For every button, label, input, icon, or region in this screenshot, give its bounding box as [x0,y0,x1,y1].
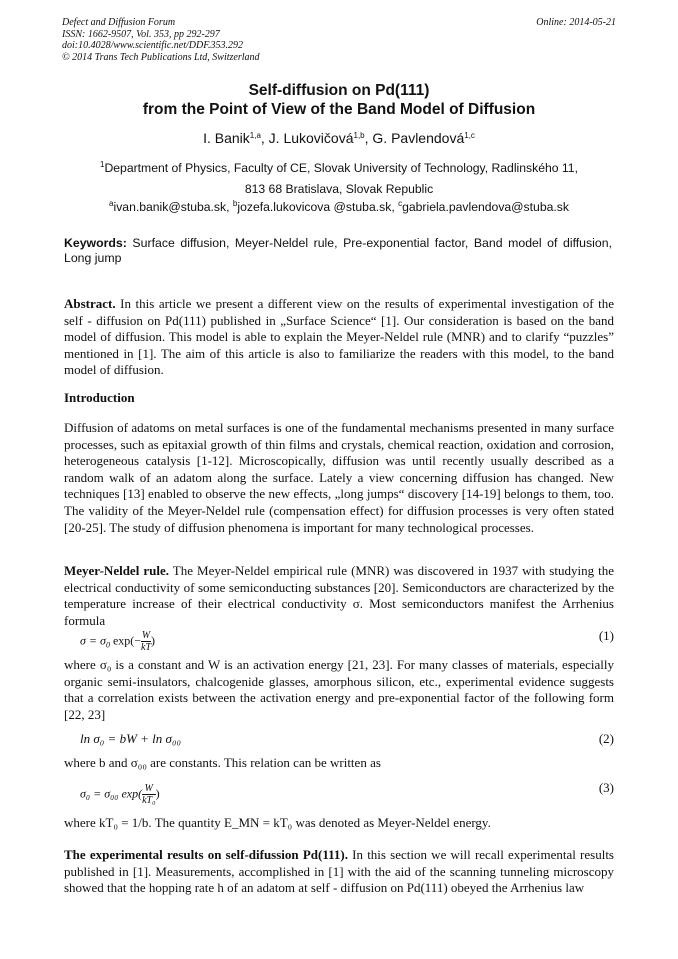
email-b[interactable]: jozefa.lukovicova @stuba.sk, [237,200,399,214]
online-date: Online: 2014-05-21 [536,17,616,28]
eq1-exp: exp(− [109,633,142,648]
author-1-sup: 1,a [249,131,261,140]
keywords-label: Keywords: [64,236,127,250]
meyer-neldel-paragraph [64,563,614,629]
eq3-numerator: W [144,783,154,794]
paper-title [0,81,678,119]
after-equation-3: where kT₀ = 1/b. The quantity E_MN = kT₀ was denoted as Meyer-Neldel energy. [64,815,491,830]
equation-2 [80,731,614,749]
title-line-1: Self-diffusion on Pd(111) [248,82,430,99]
eq2-number: (2) [598,731,614,746]
author-3-sup: 1,c [464,131,475,140]
exp-results-label: The experimental results on self-difussion Pd(111). [64,847,348,862]
mnr-label: Meyer-Neldel rule. [64,563,169,578]
eq1-lhs: σ = σ [80,633,106,648]
eq3-close: ) [155,786,160,801]
author-emails [0,200,678,214]
affiliation-line-1: Department of Physics, Faculty of CE, Slovak University of Technology, Radlinského 11, [104,161,578,175]
eq1-numerator: W [141,630,151,641]
after-equation-1: where σ₀ is a constant and W is an activation energy [21, 23]. For many classes of materials, especially organic semi-insulators, chalcogenide glasses, amorphous silicon, etc., experimental evidence suggests that a correlation exists between the activation energy and pre-exponential factor of the following form [22, 23] [64,657,614,722]
author-1: I. Banik [203,130,250,146]
email-a-sup: a [109,199,114,208]
page-header [62,17,616,63]
abstract-label: Abstract. [64,296,116,311]
eq3-lhs: σ₀ = σ₀₀ exp( [80,786,143,801]
issn-line: ISSN: 1662-9507, Vol. 353, pp 292-297 [62,28,220,40]
exp-results-text: In this section we will recall experimental results published in [1]. Measurements, accomplished in [1] with the aid of the scanning tunneling microscopy showed that the hopping rate h of an adatom at self - diffusion on Pd(111) obeyed the Arrhenius law [64,847,614,896]
equation-1 [80,623,614,651]
author-2-sup: 1,b [353,131,365,140]
after-equation-2: where b and σ₀₀ are constants. This relation can be written as [64,755,381,770]
equation-3 [80,776,614,806]
abstract-text: In this article we present a different view on the results of experimental investigation of the self - diffusion on Pd(111) published in „Surface Science“ [1]. Our consideration is based on the band model of diffusion. This model is able to explain the Meyer-Neldel rule (MNR) and to clarify “puzzles” mentioned in [1]. The aim of this article is also to familiarize the readers with this model, to the band model of diffusion. [64,296,614,378]
eq1-denominator: kT [141,642,152,653]
email-a[interactable]: ivan.banik@stuba.sk, [113,200,233,214]
abstract [64,296,614,379]
keywords [64,236,612,266]
author-2: , J. Lukovičová [260,130,354,146]
author-list [0,130,678,146]
introduction-text: Diffusion of adatoms on metal surfaces is one of the fundamental mechanisms presented in many surface processes, such as epitaxial growth of thin films and crystals, chemical reaction, oxidation and corrosion, heterogeneous catalysis [1-12]. Microscopically, diffusion was until recently usually described as a random walk of an adatom along the surface. Lately a view concerning diffusion has changed. New techniques [13] enabled to observe the new effects, „long jumps“ discovery [14-19] belongs to them, too. The validity of the Meyer-Neldel rule (compensation effect) for diffusion processes is very often stated [20-25]. The study of diffusion phenomena is important for many technological processes. [64,420,614,535]
eq1-number: (1) [598,628,614,643]
mnr-text: The Meyer-Neldel empirical rule (MNR) was discovered in 1937 with studying the electrical conductivity of some semiconducting substances [20]. Semiconductors are characterized by the temperature increase of their electrical conductivity σ. Most semiconductors manifest the Arrhenius formula [64,563,614,628]
eq3-number: (3) [598,780,614,795]
doi-line: doi:10.4028/www.scientific.net/DDF.353.292 [62,40,244,51]
affiliation-line-2: 813 68 Bratislava, Slovak Republic [244,182,434,196]
eq3-denominator: kT₀ [142,795,156,806]
email-c[interactable]: gabriela.pavlendova@stuba.sk [402,200,569,214]
keywords-text: Surface diffusion, Meyer-Neldel rule, Pre-exponential factor, Band model of diffusion, Long jump [64,236,612,265]
journal-name: Defect and Diffusion Forum [62,17,176,28]
introduction-heading-text: Introduction [64,390,135,405]
affiliation [0,158,678,200]
author-3: , G. Pavlendová [364,130,465,146]
introduction-heading [64,390,614,407]
eq2-text: ln σ₀ = bW + ln σ₀₀ [80,731,181,746]
copyright-line: © 2014 Trans Tech Publications Ltd, Switzerland [62,51,260,63]
experimental-results-paragraph [64,847,614,897]
email-c-sup: c [398,199,403,208]
title-line-2: from the Point of View of the Band Model of Diffusion [142,101,536,118]
affiliation-sup: 1 [100,160,105,169]
email-b-sup: b [232,199,238,208]
eq1-close: ) [151,633,156,648]
eq1-sub: 0 [105,640,110,650]
